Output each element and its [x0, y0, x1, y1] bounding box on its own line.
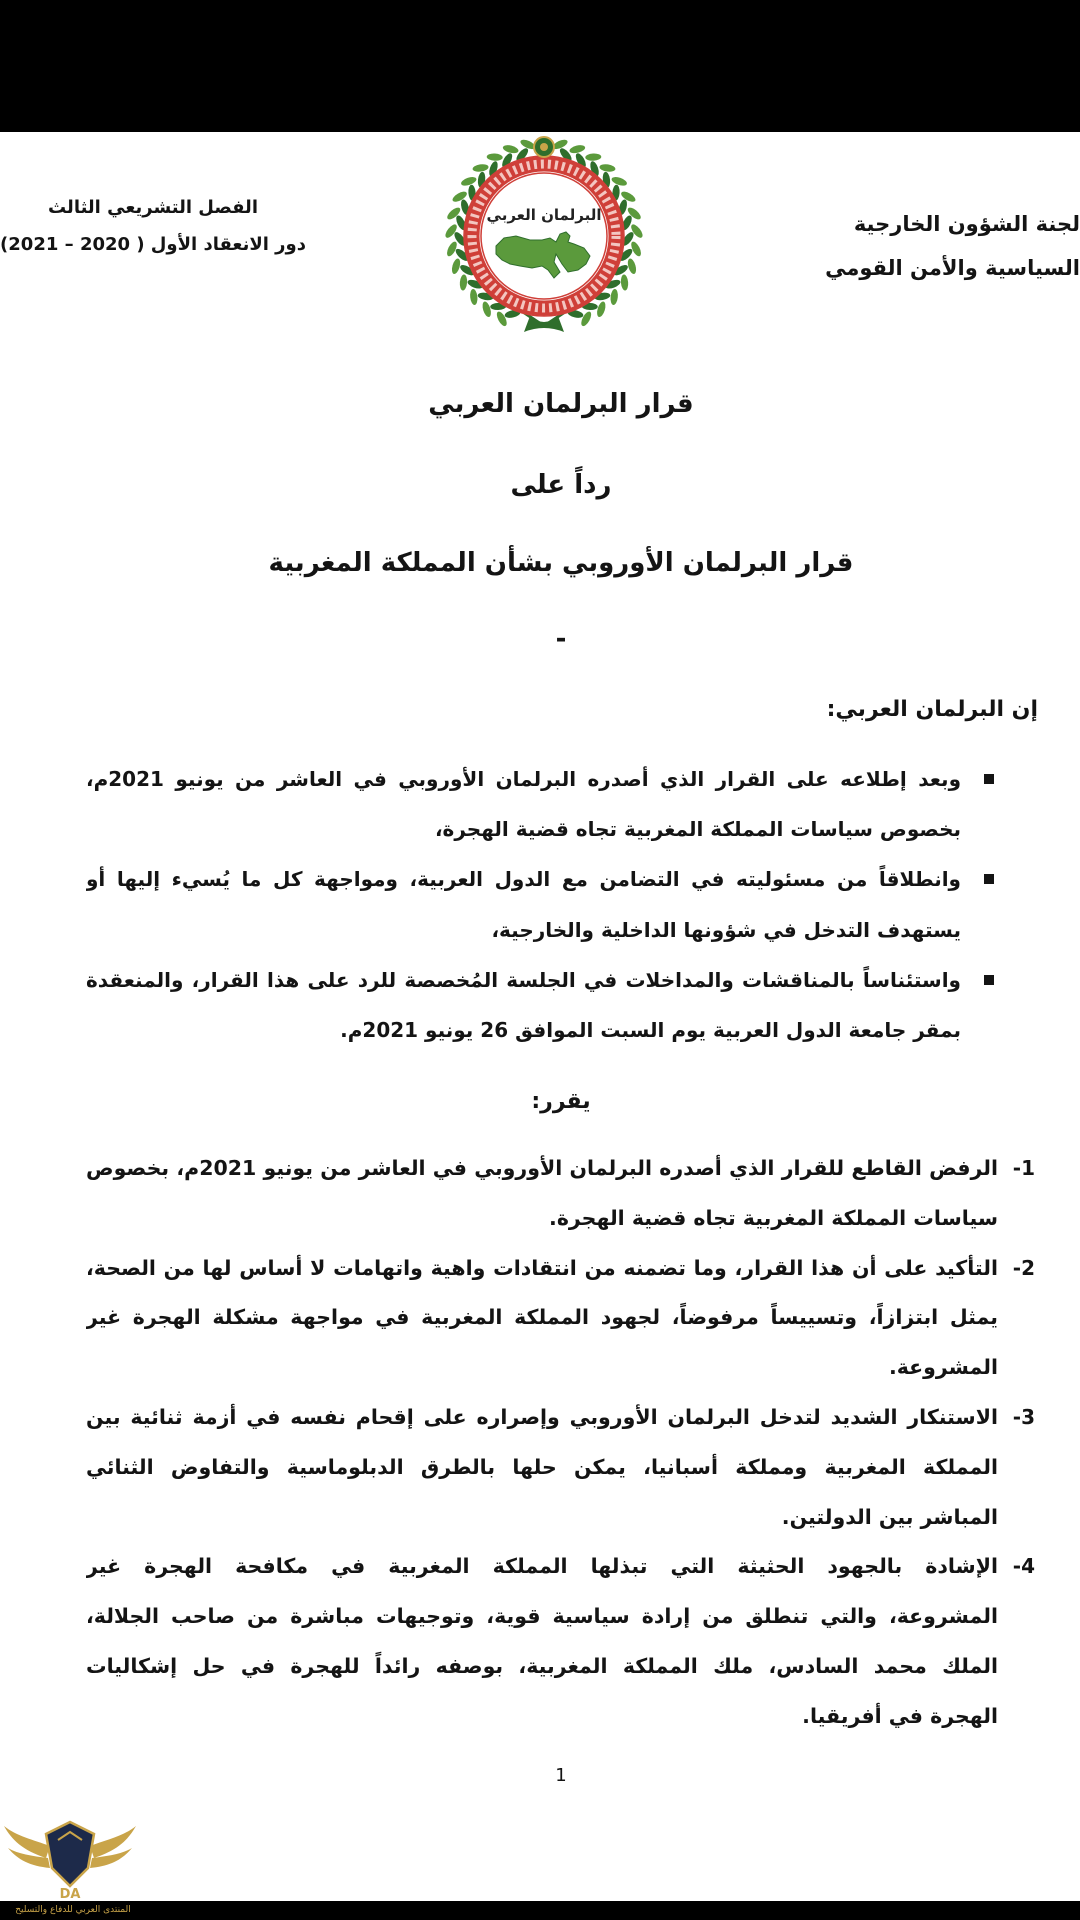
resolution-item	[86, 1542, 1035, 1741]
resolution-title: قرار البرلمان العربي	[428, 389, 694, 419]
resolutions-list	[86, 1144, 1035, 1742]
item-number: 1-	[1012, 1156, 1035, 1180]
title-subject: قرار البرلمان الأوروبي بشأن المملكة المغربية	[268, 548, 854, 578]
item-number: 2-	[1012, 1255, 1035, 1280]
laurel-leaf	[459, 274, 468, 291]
resolution-item	[86, 1244, 1035, 1393]
bullet-marker	[984, 874, 994, 884]
laurel-leaf	[569, 144, 586, 155]
item-number: 4-	[1012, 1554, 1035, 1579]
laurel-leaf	[626, 258, 637, 275]
title-separator: -	[555, 624, 567, 654]
decides-heading: يقرر:	[531, 1089, 591, 1114]
preamble-heading: إن البرلمان العربي:	[826, 697, 1038, 722]
laurel-leaf	[611, 175, 628, 187]
item-number: 3-	[1012, 1404, 1035, 1429]
laurel-leaf	[450, 258, 461, 275]
laurel-leaf	[469, 289, 478, 306]
laurel-leaf	[472, 163, 489, 172]
preamble-line: بمقر جامعة الدول العربية يوم السبت الموافق 26 يونيو 2021م.	[340, 1017, 961, 1042]
laurel-leaf	[481, 301, 493, 318]
resolution-line: الملك محمد السادس، ملك المملكة المغربية، بوصفه رائداً للهجرة في حل إشكاليات	[86, 1653, 998, 1678]
title-reply: رداً على	[510, 470, 612, 500]
bullet-marker	[984, 774, 994, 784]
preamble-line: بخصوص سياسات المملكة المغربية تجاه قضية الهجرة،	[434, 817, 961, 842]
laurel-leaf	[460, 175, 477, 187]
watermark-monogram: DA	[59, 1887, 81, 1902]
resolution-item	[86, 1144, 1035, 1244]
resolution-line: سياسات المملكة المغربية تجاه قضية الهجرة.	[549, 1205, 998, 1230]
resolution-line: يمثل ابتزازاً، وتسييساً مرفوضاً، لجهود المملكة المغربية في مواجهة مشكلة الهجرة غير	[86, 1305, 998, 1330]
resolution-item	[86, 1393, 1035, 1542]
watermark-text: المنتدى العربي للدفاع والتسليح	[15, 1905, 131, 1915]
watermark-logo	[0, 1806, 140, 1904]
emblem-inscription: البرلمان العربي	[486, 206, 602, 224]
resolution-line: التأكيد على أن هذا القرار، وما تضمنه من انتقادات واهية واتهامات لا أساس لها من الصحة،	[86, 1255, 998, 1280]
preamble-line: يستهدف التدخل في شؤونها الداخلية والخارجية،	[491, 917, 961, 942]
laurel-leaf	[620, 274, 629, 291]
resolution-line: المباشر بين الدولتين.	[781, 1504, 998, 1529]
page-number: 1	[555, 1765, 567, 1786]
laurel-leaf	[610, 289, 619, 306]
resolution-line: الرفض القاطع للقرار الذي أصدره البرلمان الأوروبي في العاشر من يونيو 2021م، بخصوص	[86, 1156, 998, 1180]
top-black-bar	[0, 0, 1080, 132]
emblem-ring	[464, 156, 624, 316]
laurel-leaf	[629, 240, 643, 258]
legislative-term: الفصل التشريعي الثالث	[48, 197, 258, 218]
laurel-leaf	[445, 240, 459, 258]
bottom-black-bar	[0, 1901, 1080, 1920]
resolution-line: الهجرة في أفريقيا.	[802, 1703, 998, 1728]
laurel-leaf	[487, 153, 503, 161]
committee-name-line1: لجنة الشؤون الخارجية	[853, 212, 1080, 236]
preamble-item	[86, 854, 1000, 954]
emblem-crest	[534, 137, 554, 157]
preamble-item	[86, 754, 1000, 854]
preamble-line: واستئناساً بالمناقشات والمداخلات في الجلسة المُخصصة للرد على هذا القرار، والمنعقدة	[86, 967, 961, 992]
resolution-line: الإشادة بالجهود الحثيثة التي تبذلها المملكة المغربية في مكافحة الهجرة غير	[86, 1554, 998, 1579]
parliament-emblem	[444, 136, 644, 336]
committee-name-line2: السياسية والأمن القومي	[825, 256, 1080, 280]
laurel-leaf	[585, 153, 601, 161]
bullet-marker	[984, 975, 994, 985]
preamble-item	[86, 955, 1000, 1055]
laurel-leaf	[502, 144, 519, 155]
resolution-line: المشروعة.	[888, 1355, 998, 1380]
preamble-line: وبعد إطلاعه على القرار الذي أصدره البرلمان الأوروبي في العاشر من يونيو 2021م،	[86, 767, 961, 791]
laurel-leaf	[599, 163, 616, 172]
preamble-list	[86, 754, 1000, 1055]
session-period: دور الانعقاد الأول ( 2020 – 2021)	[0, 234, 306, 255]
resolution-line: المشروعة، والتي تنطلق من إرادة سياسية قوية، وتوجيهات مباشرة من صاحب الجلالة،	[86, 1604, 998, 1629]
laurel-leaf	[595, 301, 607, 318]
preamble-line: وانطلاقاً من مسئوليته في التضامن مع الدول العربية، ومواجهة كل ما يُسيء إليها أو	[86, 867, 961, 892]
resolution-line: الاستنكار الشديد لتدخل البرلمان الأوروبي وإصراره على إقحام نفسه في أزمة ثنائية بين	[86, 1404, 998, 1429]
resolution-line: المملكة المغربية ومملكة أسبانيا، يمكن حلها بالطرق الدبلوماسية والتفاوض الثنائي	[86, 1454, 998, 1479]
